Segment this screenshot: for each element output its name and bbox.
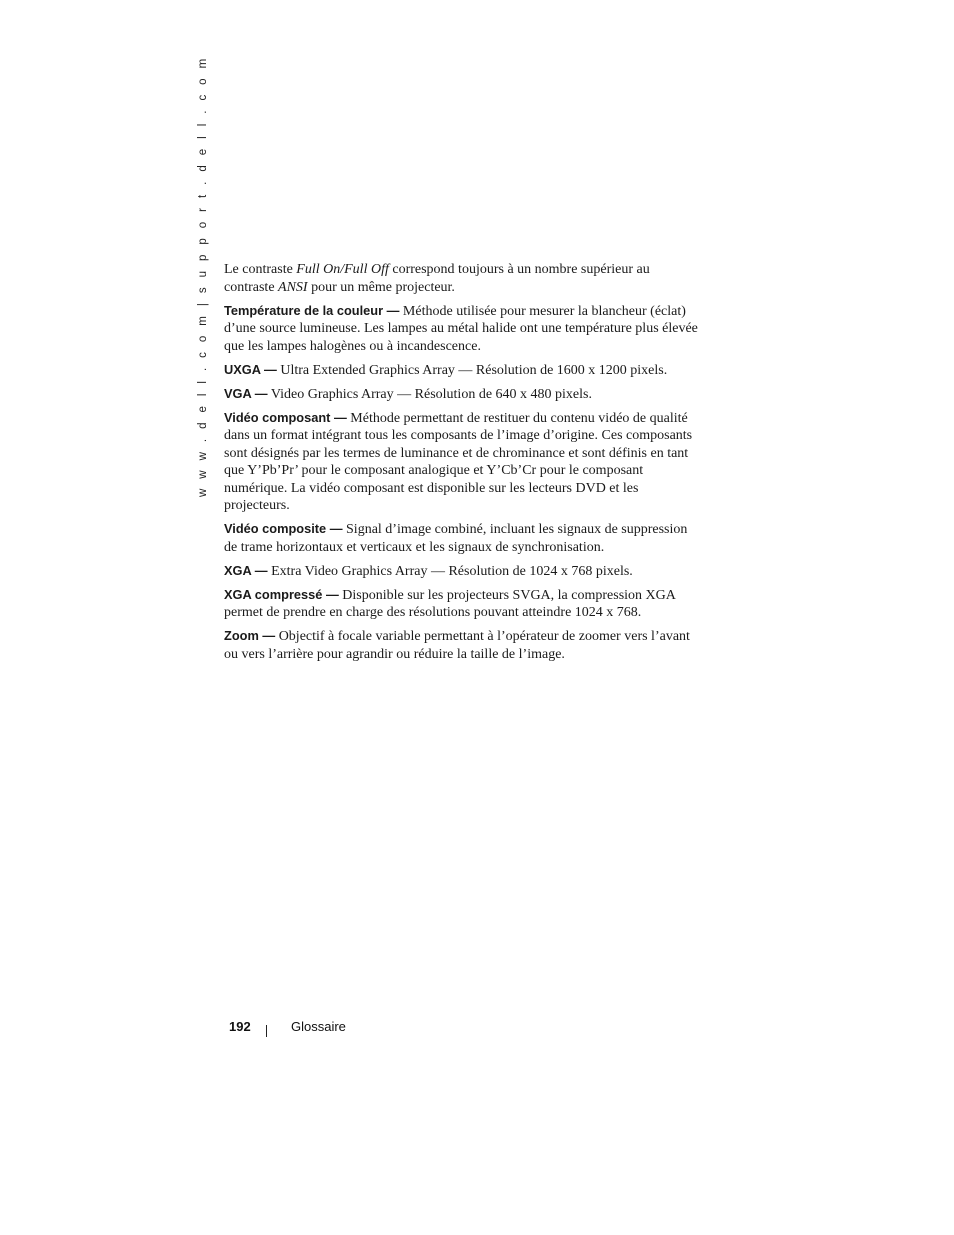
footer-separator (266, 1025, 267, 1037)
entry-term: Vidéo composite — (224, 521, 343, 536)
entry-term: XGA compressé — (224, 586, 339, 602)
entry-term: Zoom — (224, 628, 276, 643)
entry-term: Vidéo composant — (224, 409, 347, 425)
entry-term: XGA — (224, 562, 268, 578)
page-number: 192 (229, 1019, 251, 1034)
intro-italic-2: ANSI (278, 279, 308, 295)
entry-term: Température de la couleur — (224, 302, 400, 318)
glossary-entry (224, 385, 702, 404)
glossary-entry (224, 562, 702, 581)
glossary-content (224, 261, 702, 669)
glossary-entry (224, 409, 702, 515)
glossary-entry (224, 361, 702, 380)
entry-definition: Ultra Extended Graphics Array — Résolution de 1600 x 1200 pixels. (276, 362, 668, 378)
side-url-text: w w w . d e l l . c o m | s u p p o r t . d e l l . c o m (197, 55, 209, 497)
entry-definition: Méthode utilisée pour mesurer la blancheur (éclat) d’une source lumineuse. Les lampes au métal halide ont une température plus élevée que les lampes halogènes ou à incandescence. (224, 303, 698, 354)
entry-term: VGA — (224, 385, 268, 401)
entry-definition: Disponible sur les projecteurs SVGA, la compression XGA permet de prendre en charge des résolutions pouvant atteindre 1024 x 768. (224, 587, 676, 620)
intro-italic-1: Full On/Full Off (296, 262, 389, 277)
entry-definition: Extra Video Graphics Array — Résolution de 1024 x 768 pixels. (267, 563, 633, 579)
intro-text-3: pour un même projecteur. (307, 279, 455, 295)
glossary-entry (224, 520, 702, 556)
intro-text-1: Le contraste (224, 262, 297, 277)
entry-definition: Video Graphics Array — Résolution de 640 x 480 pixels. (267, 386, 592, 402)
glossary-entry (224, 627, 702, 663)
intro-paragraph (224, 261, 702, 296)
glossary-entry (224, 302, 702, 356)
entry-term: UXGA — (224, 361, 277, 377)
entry-definition: Méthode permettant de restituer du contenu vidéo de qualité dans un format intégrant tous les composants de l’image d’origine. Ces composants sont désignés par les termes de luminance et de chrominance et sont définis en tant que Y’Pb’Pr’ pour le composant analogique et Y’Cb’Cr pour le composant numérique. La vidéo composant est disponible sur les lecteurs DVD et les projecteurs. (224, 410, 693, 513)
glossary-entry (224, 586, 702, 622)
entry-definition: Objectif à focale variable permettant à l’opérateur de zoomer vers l’avant ou vers l’arrière pour agrandir ou réduire la taille de l’image. (224, 629, 690, 662)
intro-text-2: correspond toujours à un nombre supérieur au contraste (224, 262, 650, 295)
entry-definition: Signal d’image combiné, incluant les signaux de suppression de trame horizontaux et verticaux et les signaux de synchronisation. (224, 522, 688, 555)
section-title: Glossaire (291, 1019, 346, 1034)
